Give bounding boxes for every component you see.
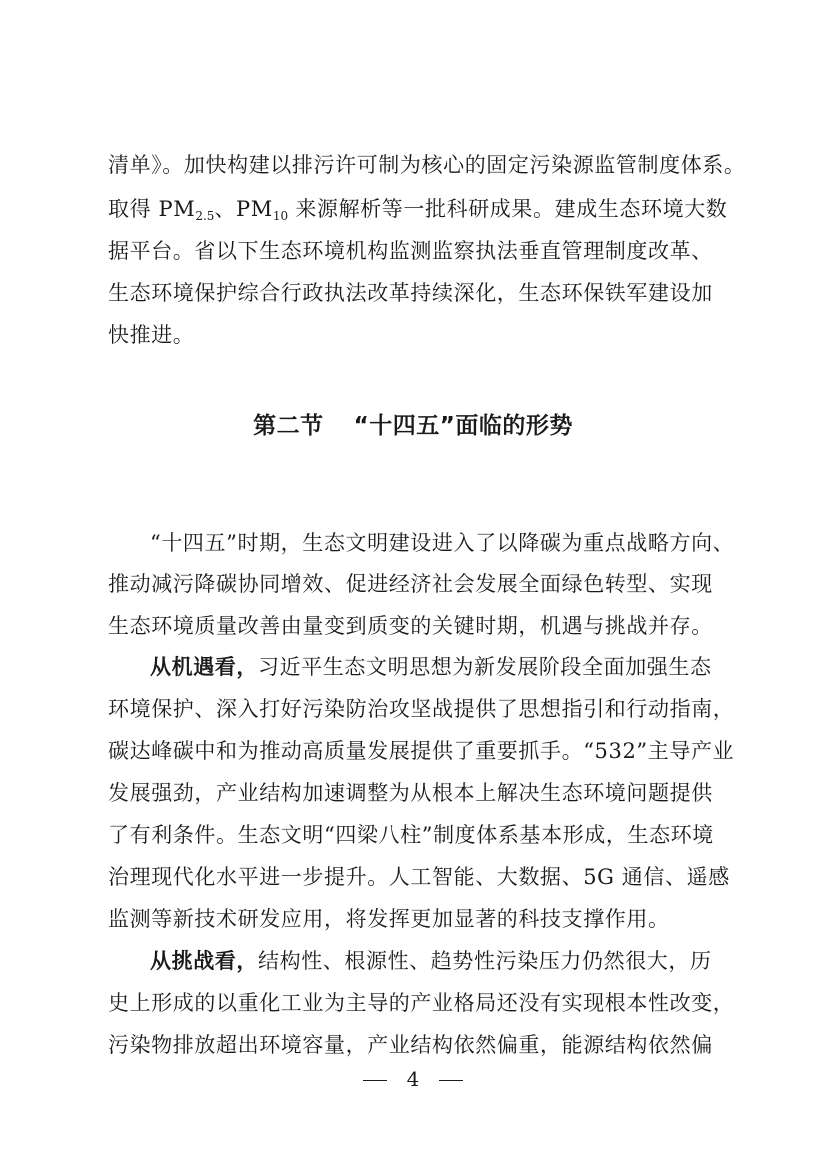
intro-line-4: 生态环境保护综合行政执法改革持续深化，生态环保铁军建设加 [108, 281, 713, 305]
intro-line-2 [108, 194, 728, 231]
opportunity-line-1 [150, 652, 723, 682]
opportunity-line-2: 环境保护、深入打好污染防治攻坚战提供了思想指引和行动指南， [108, 697, 735, 721]
challenge-lead: 从挑战看， [150, 949, 258, 973]
opportunity-lead: 从机遇看， [150, 655, 258, 679]
overview-line-1: “十四五”时期，生态文明建设进入了以降碳为重点战略方向、 [150, 531, 735, 555]
overview-line-2: 推动减污降碳协同增效、促进经济社会发展全面绿色转型、实现 [108, 572, 713, 596]
challenge-line-1 [150, 946, 723, 976]
intro-line-2-c: 来源解析等一批科研成果。建成生态环境大数 [288, 197, 728, 221]
section-heading [0, 408, 826, 444]
intro-line-2-a: 取得 PM [108, 197, 196, 221]
opportunity-line-4: 发展强劲，产业结构加速调整为从根本上解决生态环境问题提供 [108, 781, 713, 805]
opportunity-line-3: 碳达峰碳中和为推动高质量发展提供了重要抓手。“532”主导产业 [108, 739, 735, 763]
challenge-line-1-text: 结构性、根源性、趋势性污染压力仍然很大，历 [258, 949, 712, 973]
intro-line-1: 清单》。加快构建以排污许可制为核心的固定污染源监管制度体系。 [108, 153, 746, 177]
section-number: 第二节 [253, 413, 324, 439]
opportunity-line-1-text: 习近平生态文明思想为新发展阶段全面加强生态 [258, 655, 712, 679]
intro-line-2-b: 、PM [214, 197, 273, 221]
footer-dash-left [363, 1080, 387, 1081]
intro-line-3: 据平台。省以下生态环境机构监测监察执法垂直管理制度改革、 [108, 239, 713, 263]
page-footer [0, 1064, 826, 1094]
pm25-subscript: 2.5 [195, 209, 215, 223]
overview-line-3: 生态环境质量改善由量变到质变的关键时期，机遇与挑战并存。 [108, 614, 713, 638]
pm10-subscript: 10 [272, 209, 289, 223]
opportunity-line-6: 治理现代化水平进一步提升。人工智能、大数据、5G 通信、遥感 [108, 865, 730, 889]
challenge-line-3: 污染物排放超出环境容量，产业结构依然偏重，能源结构依然偏 [108, 1033, 713, 1057]
challenge-line-2: 史上形成的以重化工业为主导的产业格局还没有实现根本性改变， [108, 991, 735, 1015]
opportunity-line-5: 了有利条件。生态文明“四梁八柱”制度体系基本形成，生态环境 [108, 823, 714, 847]
footer-dash-right [439, 1080, 463, 1081]
section-title: “十四五”面临的形势 [353, 413, 573, 439]
intro-line-5: 快推进。 [108, 323, 195, 347]
page-number: 4 [406, 1067, 420, 1091]
opportunity-line-7: 监测等新技术研发应用，将发挥更加显著的科技支撑作用。 [108, 907, 670, 931]
